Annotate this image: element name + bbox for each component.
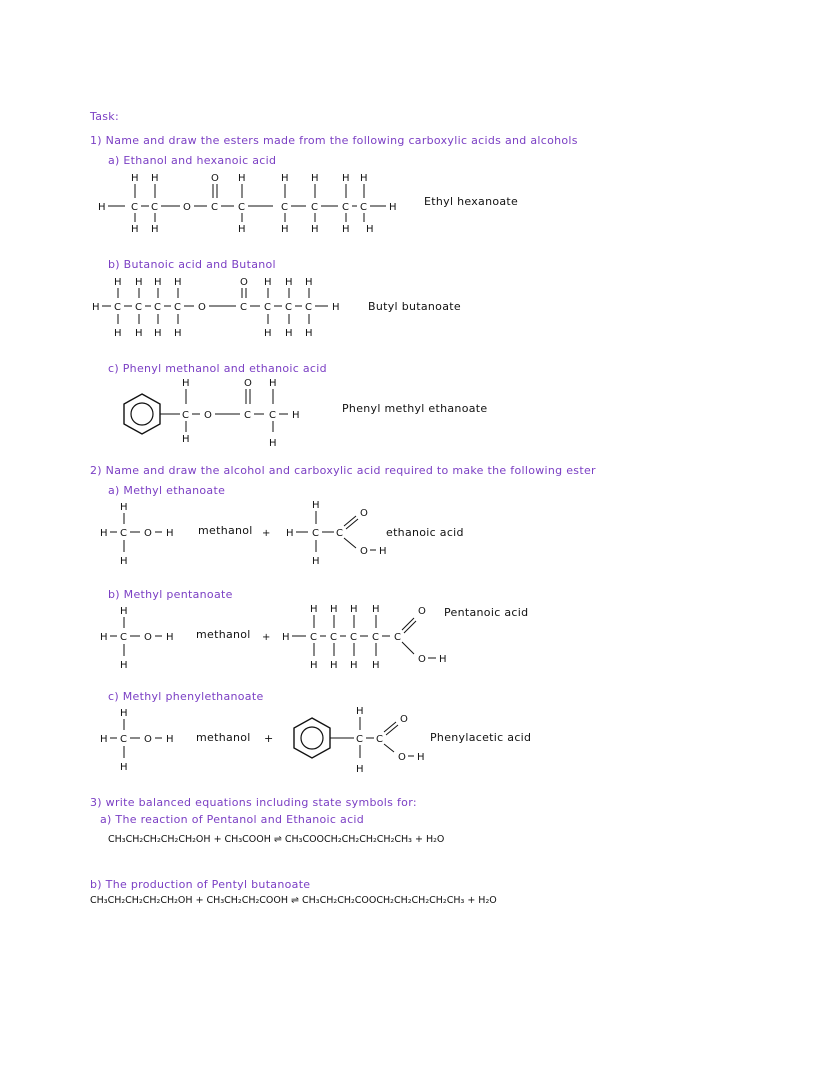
svg-text:H: H <box>151 224 159 235</box>
svg-text:O: O <box>144 632 152 643</box>
svg-text:O: O <box>360 508 368 519</box>
svg-text:H: H <box>182 378 190 389</box>
svg-text:C: C <box>376 734 383 745</box>
svg-text:H: H <box>342 173 350 184</box>
svg-text:C: C <box>330 632 337 643</box>
q2b-alcohol: methanol <box>196 628 251 641</box>
svg-text:H: H <box>356 764 364 775</box>
svg-text:C: C <box>342 202 349 213</box>
q1b-name: Butyl butanoate <box>368 300 461 313</box>
svg-text:O: O <box>240 277 248 288</box>
svg-text:H: H <box>151 173 159 184</box>
svg-text:O: O <box>183 202 191 213</box>
svg-text:H: H <box>135 328 143 339</box>
q2a-alcohol: methanol <box>198 524 253 537</box>
q2a-label: a) Methyl ethanoate <box>108 484 226 497</box>
phenylacetic-acid-structure <box>286 704 436 776</box>
q1c-name: Phenyl methyl ethanoate <box>342 402 488 415</box>
svg-text:H: H <box>305 277 313 288</box>
svg-text:C: C <box>305 302 312 313</box>
svg-text:H: H <box>264 328 272 339</box>
q1a-label: a) Ethanol and hexanoic acid <box>108 154 277 167</box>
svg-text:C: C <box>120 632 127 643</box>
svg-text:H: H <box>366 224 374 235</box>
svg-text:C: C <box>240 302 247 313</box>
svg-text:C: C <box>311 202 318 213</box>
svg-text:H: H <box>100 734 108 745</box>
svg-text:H: H <box>92 302 100 313</box>
svg-text:C: C <box>114 302 121 313</box>
svg-text:C: C <box>174 302 181 313</box>
svg-text:O: O <box>144 528 152 539</box>
svg-text:O: O <box>244 378 252 389</box>
svg-text:H: H <box>120 556 128 567</box>
svg-text:H: H <box>174 277 182 288</box>
q2b-label: b) Methyl pentanoate <box>108 588 233 601</box>
svg-text:O: O <box>204 410 212 421</box>
svg-text:C: C <box>356 734 363 745</box>
svg-text:H: H <box>282 632 290 643</box>
svg-text:H: H <box>154 328 162 339</box>
svg-text:H: H <box>120 708 128 719</box>
svg-text:H: H <box>120 606 128 617</box>
q2c-alcohol: methanol <box>196 731 251 744</box>
svg-text:C: C <box>244 410 251 421</box>
svg-text:H: H <box>350 660 358 671</box>
svg-text:H: H <box>310 604 318 615</box>
svg-text:C: C <box>350 632 357 643</box>
benzene-ring <box>124 394 160 434</box>
q2a-acid: ethanoic acid <box>386 526 464 539</box>
svg-text:C: C <box>285 302 292 313</box>
svg-text:H: H <box>238 224 246 235</box>
svg-text:C: C <box>360 202 367 213</box>
svg-text:+: + <box>262 528 271 539</box>
svg-text:C: C <box>372 632 379 643</box>
q2-heading: 2) Name and draw the alcohol and carboxylic acid required to make the following ester <box>90 464 596 477</box>
svg-text:O: O <box>418 654 426 665</box>
svg-text:C: C <box>238 202 245 213</box>
svg-text:H: H <box>269 438 277 449</box>
svg-text:H: H <box>166 632 174 643</box>
svg-text:H: H <box>330 660 338 671</box>
q1c-label: c) Phenyl methanol and ethanoic acid <box>108 362 327 375</box>
svg-text:H: H <box>360 173 368 184</box>
svg-text:H: H <box>292 410 300 421</box>
svg-text:H: H <box>350 604 358 615</box>
svg-text:H: H <box>311 224 319 235</box>
svg-text:C: C <box>120 734 127 745</box>
svg-text:O: O <box>211 173 219 184</box>
svg-text:H: H <box>120 762 128 773</box>
q3a-equation: CH₃CH₂CH₂CH₂CH₂OH + CH₃COOH ⇌ CH₃COOCH₂CH₂CH₂CH₂CH₃ + H₂O <box>108 834 445 845</box>
svg-text:H: H <box>174 328 182 339</box>
svg-text:H: H <box>285 328 293 339</box>
svg-text:H: H <box>120 502 128 513</box>
svg-text:H: H <box>286 528 294 539</box>
svg-text:H: H <box>417 752 425 763</box>
ethyl-hexanoate-structure <box>98 170 418 235</box>
methanol-structure-a <box>100 500 190 566</box>
svg-text:C: C <box>264 302 271 313</box>
ethanoic-acid-structure <box>262 500 392 570</box>
methanol-structure-b <box>100 604 190 670</box>
q2b-acid: Pentanoic acid <box>444 606 529 619</box>
svg-text:H: H <box>379 546 387 557</box>
task-label: Task: <box>90 110 119 123</box>
svg-text:O: O <box>144 734 152 745</box>
butyl-butanoate-structure <box>92 274 362 340</box>
q1-heading: 1) Name and draw the esters made from the following carboxylic acids and alcohols <box>90 134 578 147</box>
svg-text:H: H <box>98 202 106 213</box>
svg-text:H: H <box>131 173 139 184</box>
svg-text:H: H <box>166 528 174 539</box>
pentanoic-acid-structure <box>262 600 462 670</box>
phenyl-methyl-ethanoate-structure <box>112 376 322 448</box>
svg-text:H: H <box>311 173 319 184</box>
q2c-acid: Phenylacetic acid <box>430 731 532 744</box>
svg-text:H: H <box>312 500 320 511</box>
svg-text:C: C <box>211 202 218 213</box>
svg-text:H: H <box>439 654 447 665</box>
svg-text:H: H <box>100 528 108 539</box>
svg-text:O: O <box>360 546 368 557</box>
svg-text:H: H <box>372 660 380 671</box>
svg-text:H: H <box>182 434 190 445</box>
svg-text:O: O <box>198 302 206 313</box>
svg-text:C: C <box>281 202 288 213</box>
svg-text:C: C <box>310 632 317 643</box>
svg-text:C: C <box>151 202 158 213</box>
q3-heading: 3) write balanced equations including state symbols for: <box>90 796 417 809</box>
svg-text:H: H <box>166 734 174 745</box>
q3b-label: b) The production of Pentyl butanoate <box>90 878 311 891</box>
benzene-ring <box>294 718 330 758</box>
svg-text:C: C <box>182 410 189 421</box>
plus-sign: + <box>264 732 274 745</box>
svg-text:H: H <box>281 173 289 184</box>
q1a-name: Ethyl hexanoate <box>424 195 519 208</box>
methanol-structure-c <box>100 706 190 772</box>
svg-text:O: O <box>398 752 406 763</box>
svg-text:H: H <box>305 328 313 339</box>
q3b-equation: CH₃CH₂CH₂CH₂CH₂OH + CH₃CH₂CH₂COOH ⇌ CH₃CH₂CH₂COOCH₂CH₂CH₂CH₂CH₃ + H₂O <box>90 895 497 906</box>
svg-text:H: H <box>135 277 143 288</box>
svg-text:C: C <box>135 302 142 313</box>
svg-text:H: H <box>114 277 122 288</box>
svg-text:H: H <box>238 173 246 184</box>
svg-text:H: H <box>281 224 289 235</box>
svg-text:C: C <box>120 528 127 539</box>
svg-text:C: C <box>269 410 276 421</box>
svg-text:C: C <box>336 528 343 539</box>
svg-text:C: C <box>394 632 401 643</box>
svg-text:+: + <box>262 632 271 643</box>
svg-text:O: O <box>418 606 426 617</box>
svg-text:C: C <box>131 202 138 213</box>
svg-text:H: H <box>372 604 380 615</box>
svg-text:C: C <box>312 528 319 539</box>
q2c-label: c) Methyl phenylethanoate <box>108 690 264 703</box>
svg-text:H: H <box>285 277 293 288</box>
svg-text:H: H <box>100 632 108 643</box>
svg-text:H: H <box>114 328 122 339</box>
q3a-label: a) The reaction of Pentanol and Ethanoic acid <box>100 813 365 826</box>
svg-text:H: H <box>356 706 364 717</box>
svg-text:H: H <box>330 604 338 615</box>
svg-text:O: O <box>400 714 408 725</box>
svg-text:H: H <box>120 660 128 671</box>
svg-text:H: H <box>342 224 350 235</box>
svg-text:H: H <box>310 660 318 671</box>
svg-text:H: H <box>332 302 340 313</box>
svg-text:H: H <box>154 277 162 288</box>
svg-text:H: H <box>264 277 272 288</box>
svg-text:H: H <box>269 378 277 389</box>
q1b-label: b) Butanoic acid and Butanol <box>108 258 276 271</box>
svg-text:H: H <box>312 556 320 567</box>
svg-text:H: H <box>131 224 139 235</box>
svg-text:H: H <box>389 202 397 213</box>
svg-text:C: C <box>154 302 161 313</box>
